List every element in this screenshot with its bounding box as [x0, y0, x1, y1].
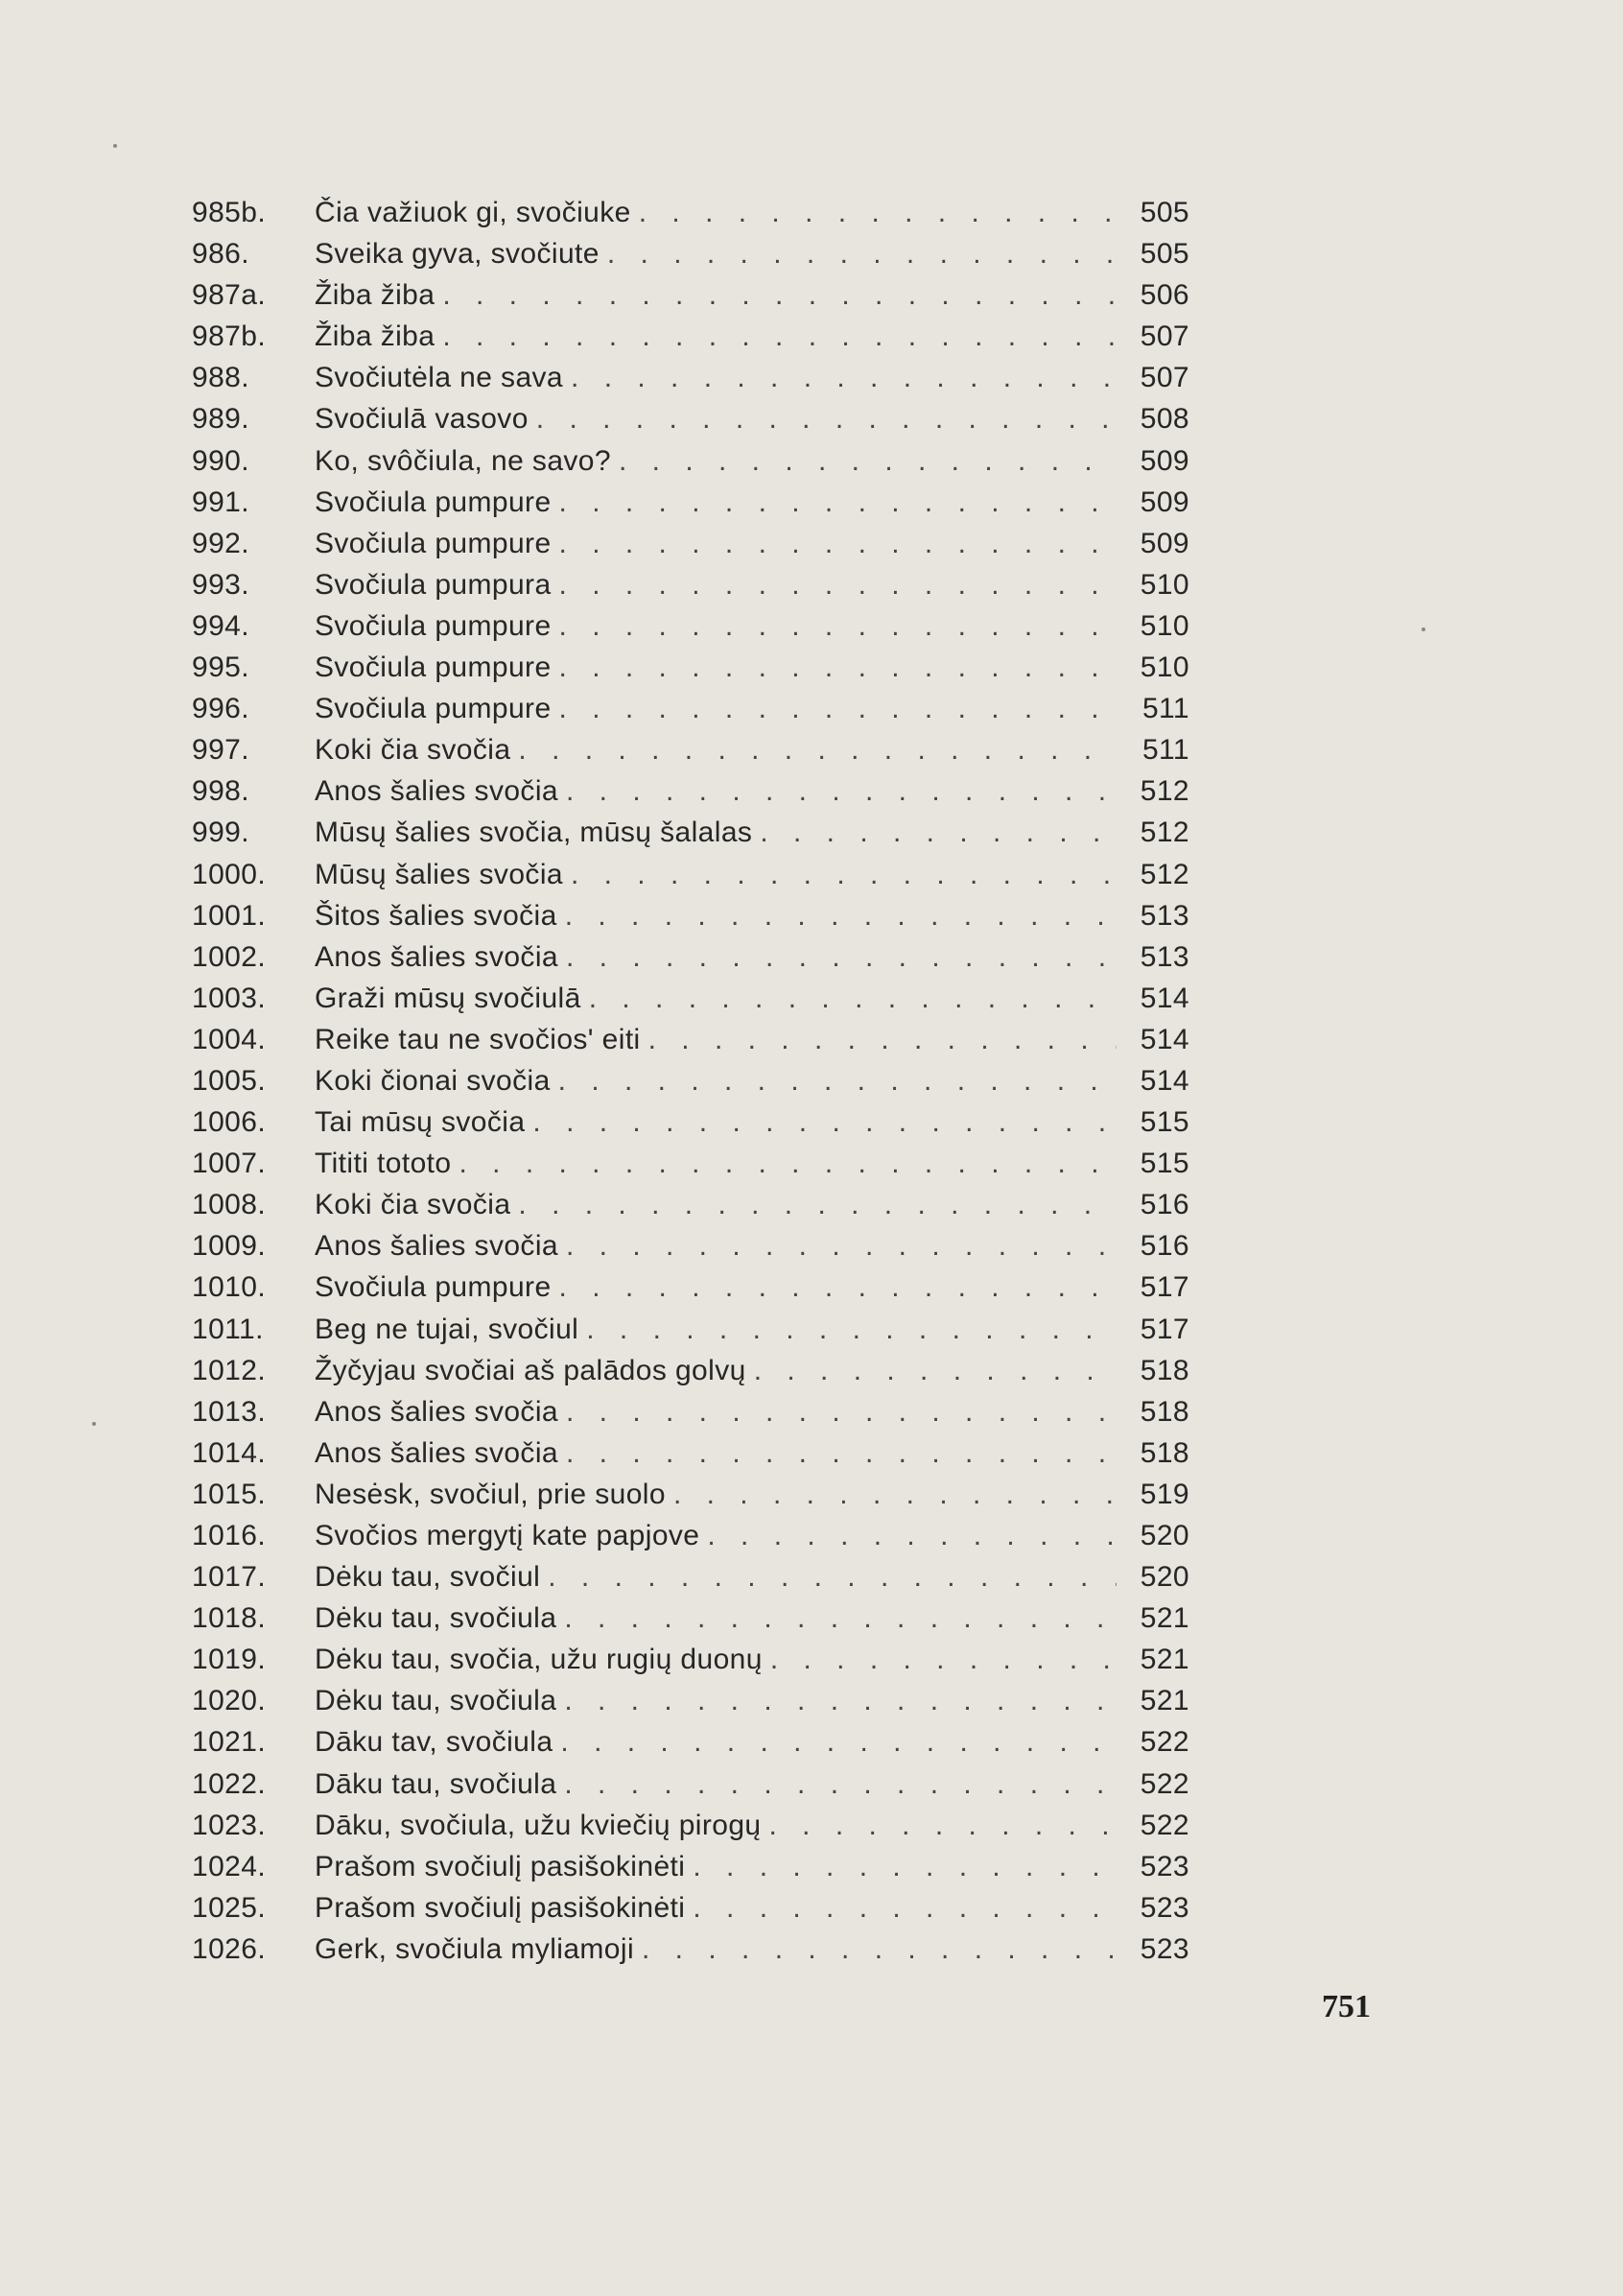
entry-title: Prašom svočiulį pasišokinėti — [315, 1850, 686, 1882]
dot-leader — [532, 1101, 1117, 1143]
dot-leader — [518, 729, 1117, 770]
toc-entry — [192, 729, 1189, 770]
entry-page-number: 517 — [1140, 1271, 1189, 1304]
entry-number: 1004. — [192, 1023, 267, 1055]
dot-leader — [566, 1225, 1117, 1266]
toc-entry — [192, 812, 1189, 853]
entry-number: 1022. — [192, 1767, 267, 1800]
dot-leader — [619, 440, 1117, 482]
entry-page-number: 520 — [1140, 1561, 1189, 1594]
dot-leader — [607, 233, 1117, 274]
entry-page-number: 523 — [1140, 1932, 1189, 1965]
entry-number: 1018. — [192, 1602, 267, 1635]
dot-leader — [648, 1019, 1117, 1060]
entry-number: 1017. — [192, 1561, 267, 1594]
toc-entry — [192, 936, 1189, 978]
dot-leader — [560, 1721, 1117, 1763]
entry-title: Tai mūsų svočia — [315, 1106, 526, 1139]
dot-leader — [564, 1763, 1117, 1805]
dot-leader — [693, 1887, 1117, 1929]
entry-title: Reike tau ne svočios' eiti — [315, 1023, 641, 1055]
dot-leader — [566, 936, 1117, 978]
entry-title: Dāku, svočiula, užu kviečių pirogų — [315, 1809, 762, 1841]
entry-page-number: 508 — [1140, 403, 1189, 436]
toc-entry — [192, 482, 1189, 523]
dot-leader — [760, 812, 1117, 853]
entry-title: Dėku tau, svočiula — [315, 1602, 557, 1635]
toc-entry — [192, 1101, 1189, 1143]
toc-entry — [192, 854, 1189, 895]
toc-entry — [192, 1309, 1189, 1350]
entry-page-number: 522 — [1140, 1726, 1189, 1759]
toc-entry — [192, 316, 1189, 357]
entry-number: 998. — [192, 775, 249, 808]
entry-title: Mūsų šalies svočia, mūsų šalalas — [315, 817, 753, 849]
entry-page-number: 521 — [1140, 1644, 1189, 1676]
entry-number: 999. — [192, 817, 249, 849]
toc-entry — [192, 564, 1189, 605]
entry-number: 1015. — [192, 1478, 267, 1510]
entry-page-number: 510 — [1140, 568, 1189, 601]
entry-number: 1007. — [192, 1148, 267, 1180]
entry-title: Dėku tau, svočia, užu rugių duonų — [315, 1644, 763, 1676]
entry-page-number: 519 — [1140, 1478, 1189, 1510]
entry-title: Anos šalies svočia — [315, 1436, 558, 1469]
toc-entry — [192, 274, 1189, 316]
entry-page-number: 515 — [1140, 1106, 1189, 1139]
toc-entry — [192, 1805, 1189, 1846]
dot-leader — [559, 523, 1117, 564]
entry-page-number: 521 — [1140, 1685, 1189, 1717]
toc-entry — [192, 1019, 1189, 1060]
toc-entry — [192, 440, 1189, 482]
entry-title: Žyčyjau svočiai aš palādos golvų — [315, 1354, 746, 1386]
entry-page-number: 510 — [1140, 609, 1189, 642]
dot-leader — [566, 770, 1117, 812]
entry-title: Svočiulā vasovo — [315, 403, 529, 436]
entry-page-number: 514 — [1140, 982, 1189, 1014]
dot-leader — [639, 192, 1117, 233]
entry-number: 1008. — [192, 1189, 267, 1221]
entry-title: Anos šalies svočia — [315, 1230, 558, 1263]
entry-page-number: 517 — [1140, 1313, 1189, 1345]
dot-leader — [769, 1805, 1117, 1846]
dot-leader — [571, 854, 1117, 895]
entry-title: Anos šalies svočia — [315, 775, 558, 808]
dot-leader — [559, 605, 1117, 647]
entry-title: Svočiula pumpura — [315, 568, 552, 601]
toc-entry — [192, 1474, 1189, 1515]
dot-leader — [565, 895, 1117, 936]
entry-title: Tititi tototo — [315, 1148, 452, 1180]
entry-number: 1011. — [192, 1313, 264, 1345]
entry-page-number: 512 — [1140, 817, 1189, 849]
entry-page-number: 518 — [1140, 1436, 1189, 1469]
entry-title: Sveika gyva, svočiute — [315, 238, 600, 271]
entry-number: 987b. — [192, 320, 267, 353]
entry-page-number: 518 — [1140, 1354, 1189, 1386]
entry-title: Dāku tau, svočiula — [315, 1767, 557, 1800]
entry-number: 1003. — [192, 982, 267, 1014]
toc-entry — [192, 770, 1189, 812]
entry-title: Svočiula pumpure — [315, 485, 552, 518]
entry-number: 989. — [192, 403, 249, 436]
entry-title: Koki čia svočia — [315, 1189, 511, 1221]
entry-page-number: 511 — [1141, 734, 1189, 767]
toc-entry — [192, 647, 1189, 688]
entry-number: 1014. — [192, 1436, 267, 1469]
toc-entry — [192, 192, 1189, 233]
entry-title: Svočiula pumpure — [315, 609, 552, 642]
entry-page-number: 523 — [1140, 1850, 1189, 1882]
entry-number: 991. — [192, 485, 249, 518]
entry-number: 995. — [192, 651, 249, 684]
entry-page-number: 523 — [1140, 1891, 1189, 1924]
dot-leader — [754, 1350, 1117, 1391]
entry-page-number: 512 — [1140, 775, 1189, 808]
toc-entry — [192, 233, 1189, 274]
toc-entry — [192, 357, 1189, 398]
entry-number: 992. — [192, 527, 249, 559]
toc-entry — [192, 1846, 1189, 1887]
paper-speck — [92, 1422, 96, 1426]
entry-title: Čia važiuok gi, svočiuke — [315, 197, 631, 228]
entry-title: Beg ne tujai, svočiul — [315, 1313, 579, 1345]
entry-page-number: 510 — [1140, 651, 1189, 684]
entry-title: Dėku tau, svočiula — [315, 1685, 557, 1717]
entry-title: Mūsų šalies svočia — [315, 858, 563, 890]
toc-entry — [192, 1350, 1189, 1391]
entry-number: 1002. — [192, 940, 267, 973]
entry-number: 986. — [192, 238, 249, 271]
paper-speck — [1422, 627, 1425, 631]
entry-title: Svočiutėla ne sava — [315, 362, 564, 394]
toc-entry — [192, 1266, 1189, 1308]
entry-page-number: 518 — [1140, 1395, 1189, 1428]
entry-number: 1005. — [192, 1064, 267, 1097]
entry-page-number: 515 — [1140, 1148, 1189, 1180]
page-number: 751 — [1322, 1989, 1371, 2024]
dot-leader — [536, 398, 1117, 439]
dot-leader — [586, 1309, 1117, 1350]
entry-title: Gerk, svočiula myliamoji — [315, 1932, 635, 1965]
toc-entry — [192, 1929, 1189, 1970]
entry-number: 1016. — [192, 1520, 267, 1551]
entry-page-number: 509 — [1140, 527, 1189, 559]
entry-number: 1023. — [192, 1809, 267, 1841]
entry-title: Svočiula pumpure — [315, 527, 552, 559]
toc-entry — [192, 605, 1189, 647]
paper-speck — [113, 144, 117, 148]
dot-leader — [459, 1143, 1117, 1184]
dot-leader — [564, 1598, 1117, 1639]
entry-number: 1020. — [192, 1685, 267, 1717]
entry-page-number: 513 — [1140, 940, 1189, 973]
entry-page-number: 509 — [1140, 485, 1189, 518]
entry-title: Ko, svôčiula, ne savo? — [315, 444, 611, 477]
entry-page-number: 522 — [1140, 1767, 1189, 1800]
entry-title: Koki čia svočia — [315, 734, 511, 767]
entry-title: Koki čionai svočia — [315, 1064, 551, 1097]
entry-number: 1006. — [192, 1106, 267, 1139]
toc-entry — [192, 398, 1189, 439]
toc-entry — [192, 688, 1189, 729]
entry-number: 1026. — [192, 1932, 267, 1965]
dot-leader — [693, 1846, 1117, 1887]
toc-entry — [192, 1763, 1189, 1805]
entry-title: Svočiula pumpure — [315, 1271, 552, 1304]
entry-title: Žiba žiba — [315, 320, 435, 353]
dot-leader — [707, 1515, 1117, 1556]
entry-number: 987a. — [192, 279, 267, 312]
entry-number: 1000. — [192, 858, 267, 890]
entry-number: 996. — [192, 693, 249, 725]
toc-entry — [192, 523, 1189, 564]
entry-number: 1025. — [192, 1891, 267, 1924]
entry-title: Dāku tav, svočiula — [315, 1726, 553, 1759]
toc-entry — [192, 1515, 1189, 1556]
entry-page-number: 507 — [1140, 320, 1189, 353]
entry-number: 988. — [192, 362, 249, 394]
dot-leader — [564, 1680, 1117, 1721]
toc-entry — [192, 1184, 1189, 1225]
entry-number: 1012. — [192, 1354, 267, 1386]
entry-page-number: 516 — [1140, 1189, 1189, 1221]
entry-number: 985b. — [192, 197, 267, 228]
entry-title: Anos šalies svočia — [315, 1395, 558, 1428]
entry-page-number: 516 — [1140, 1230, 1189, 1263]
dot-leader — [442, 274, 1117, 316]
toc-entry — [192, 1225, 1189, 1266]
entry-number: 1024. — [192, 1850, 267, 1882]
entry-number: 1013. — [192, 1395, 267, 1428]
entry-page-number: 513 — [1140, 899, 1189, 932]
entry-page-number: 505 — [1140, 197, 1189, 228]
dot-leader — [566, 1391, 1117, 1432]
dot-leader — [559, 1266, 1117, 1308]
dot-leader — [559, 564, 1117, 605]
entry-number: 1001. — [192, 899, 267, 932]
entry-page-number: 522 — [1140, 1809, 1189, 1841]
entry-page-number: 505 — [1140, 238, 1189, 271]
toc-entry — [192, 978, 1189, 1019]
entry-number: 994. — [192, 609, 249, 642]
entry-page-number: 514 — [1140, 1023, 1189, 1055]
toc-entry — [192, 1598, 1189, 1639]
entry-title: Žiba žiba — [315, 279, 435, 312]
entry-title: Svočiula pumpure — [315, 651, 552, 684]
toc-entry — [192, 1639, 1189, 1680]
dot-leader — [566, 1432, 1117, 1474]
dot-leader — [770, 1639, 1117, 1680]
dot-leader — [642, 1929, 1117, 1970]
toc-entry — [192, 1391, 1189, 1432]
entry-page-number: 514 — [1140, 1064, 1189, 1097]
entry-page-number: 506 — [1140, 279, 1189, 312]
dot-leader — [548, 1556, 1117, 1598]
dot-leader — [589, 978, 1117, 1019]
dot-leader — [673, 1474, 1117, 1515]
entry-title: Šitos šalies svočia — [315, 899, 557, 932]
entry-number: 993. — [192, 568, 249, 601]
dot-leader — [559, 688, 1117, 729]
table-of-contents — [192, 192, 1189, 1970]
toc-entry — [192, 1060, 1189, 1101]
dot-leader — [559, 647, 1117, 688]
entry-number: 1021. — [192, 1726, 267, 1759]
toc-entry — [192, 1556, 1189, 1598]
entry-page-number: 521 — [1140, 1602, 1189, 1635]
entry-title: Anos šalies svočia — [315, 940, 558, 973]
entry-title: Dėku tau, svočiul — [315, 1561, 541, 1594]
entry-title: Svočios mergytį kate papjove — [315, 1520, 700, 1551]
toc-entry — [192, 1432, 1189, 1474]
toc-entry — [192, 895, 1189, 936]
entry-page-number: 520 — [1140, 1520, 1189, 1551]
dot-leader — [518, 1184, 1117, 1225]
toc-entry — [192, 1680, 1189, 1721]
dot-leader — [559, 482, 1117, 523]
entry-page-number: 509 — [1140, 444, 1189, 477]
entry-page-number: 512 — [1140, 858, 1189, 890]
entry-number: 1019. — [192, 1644, 267, 1676]
entry-page-number: 511 — [1141, 693, 1189, 725]
dot-leader — [571, 357, 1117, 398]
entry-number: 1009. — [192, 1230, 267, 1263]
entry-title: Prašom svočiulį pasišokinėti — [315, 1891, 686, 1924]
entry-title: Svočiula pumpure — [315, 693, 552, 725]
toc-entry — [192, 1143, 1189, 1184]
entry-number: 1010. — [192, 1271, 267, 1304]
entry-page-number: 507 — [1140, 362, 1189, 394]
entry-title: Graži mūsų svočiulā — [315, 982, 581, 1014]
dot-leader — [558, 1060, 1117, 1101]
toc-entry — [192, 1887, 1189, 1929]
dot-leader — [442, 316, 1117, 357]
entry-number: 990. — [192, 444, 249, 477]
toc-entry — [192, 1721, 1189, 1763]
entry-number: 997. — [192, 734, 249, 767]
entry-title: Nesėsk, svočiul, prie suolo — [315, 1478, 666, 1510]
